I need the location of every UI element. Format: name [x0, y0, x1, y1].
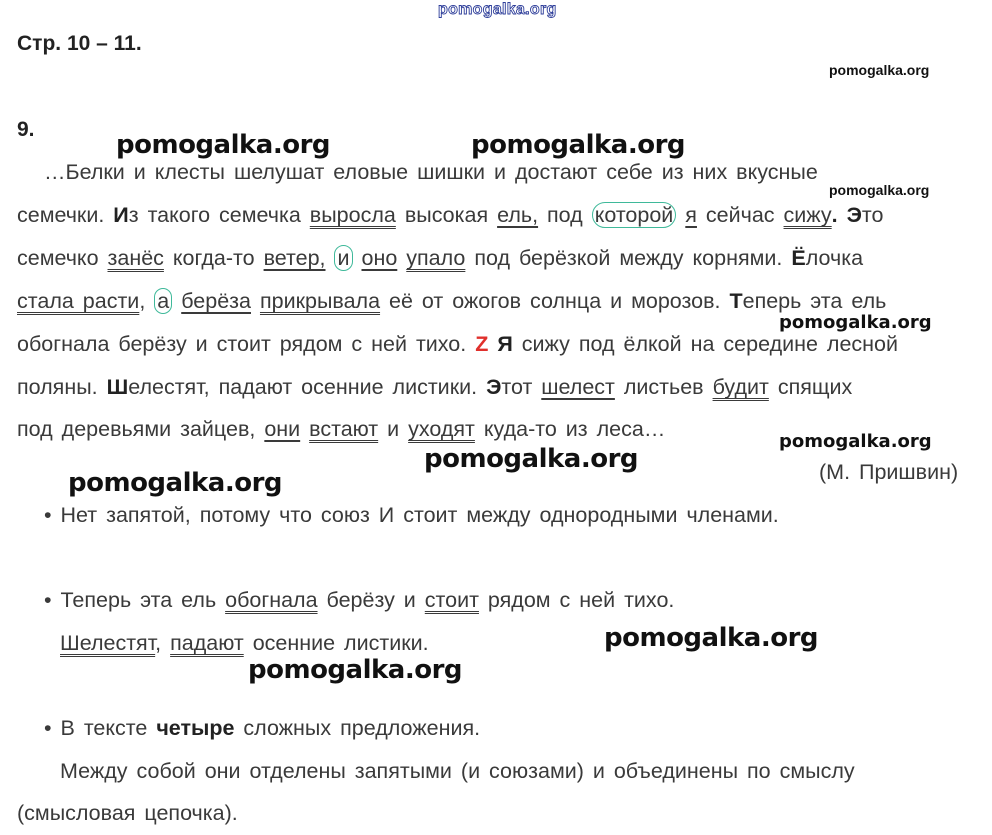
bullet-2-line-2: Шелестят, падают осенние листики. — [60, 631, 429, 655]
circled-word: и — [334, 245, 352, 271]
bullet-3-line-2: Между собой они отделены запятыми (и союзами) и объединены по смыслу — [60, 759, 855, 783]
watermark: pomogalka.org — [829, 182, 930, 198]
text-line-2: семечки. Из такого семечка выросла высокая ель, под которой я сейчас сижу. Это — [17, 203, 884, 227]
watermark: pomogalka.org — [248, 655, 463, 685]
watermark: pomogalka.org — [116, 130, 331, 160]
bullet-2: • Теперь эта ель обогнала берёзу и стоит рядом с ней тихо. — [44, 588, 675, 612]
z-mark: Z — [475, 332, 489, 356]
exercise-number: 9. — [17, 118, 35, 141]
watermark: pomogalka.org — [779, 312, 932, 333]
watermark: pomogalka.org — [779, 431, 932, 452]
watermark-top: pomogalka.org — [438, 1, 557, 18]
watermark: pomogalka.org — [829, 62, 930, 78]
text-line-1: …Белки и клесты шелушат еловые шишки и достают себе из них вкусные — [44, 160, 818, 184]
watermark: pomogalka.org — [604, 623, 819, 653]
watermark: pomogalka.org — [68, 468, 283, 498]
circled-word: которой — [592, 202, 677, 228]
author: (М. Пришвин) — [819, 460, 959, 484]
watermark: pomogalka.org — [471, 130, 686, 160]
watermark: pomogalka.org — [424, 444, 639, 474]
bullet-1: • Нет запятой, потому что союз И стоит между однородными членами. — [44, 503, 779, 527]
bullet-3: • В тексте четыре сложных предложения. — [44, 716, 481, 740]
text-line-4: стала расти, а берёза прикрывала её от ожогов солнца и морозов. Теперь эта ель — [17, 289, 887, 313]
text-line-3: семечко занёс когда-то ветер, и оно упало под берёзкой между корнями. Ёлочка — [17, 246, 864, 270]
page-header: Стр. 10 – 11. — [17, 32, 142, 55]
bullet-3-line-3: (смысловая цепочка). — [17, 801, 238, 825]
text-line-5: обогнала берёзу и стоит рядом с ней тихо. Z Я сижу под ёлкой на середине лесной — [17, 332, 899, 356]
circled-word: а — [154, 288, 172, 314]
text-line-7: под деревьями зайцев, они встают и уходят куда-то из леса… — [17, 417, 666, 441]
text-line-6: поляны. Шелестят, падают осенние листики. Этот шелест листьев будит спящих — [17, 375, 853, 399]
